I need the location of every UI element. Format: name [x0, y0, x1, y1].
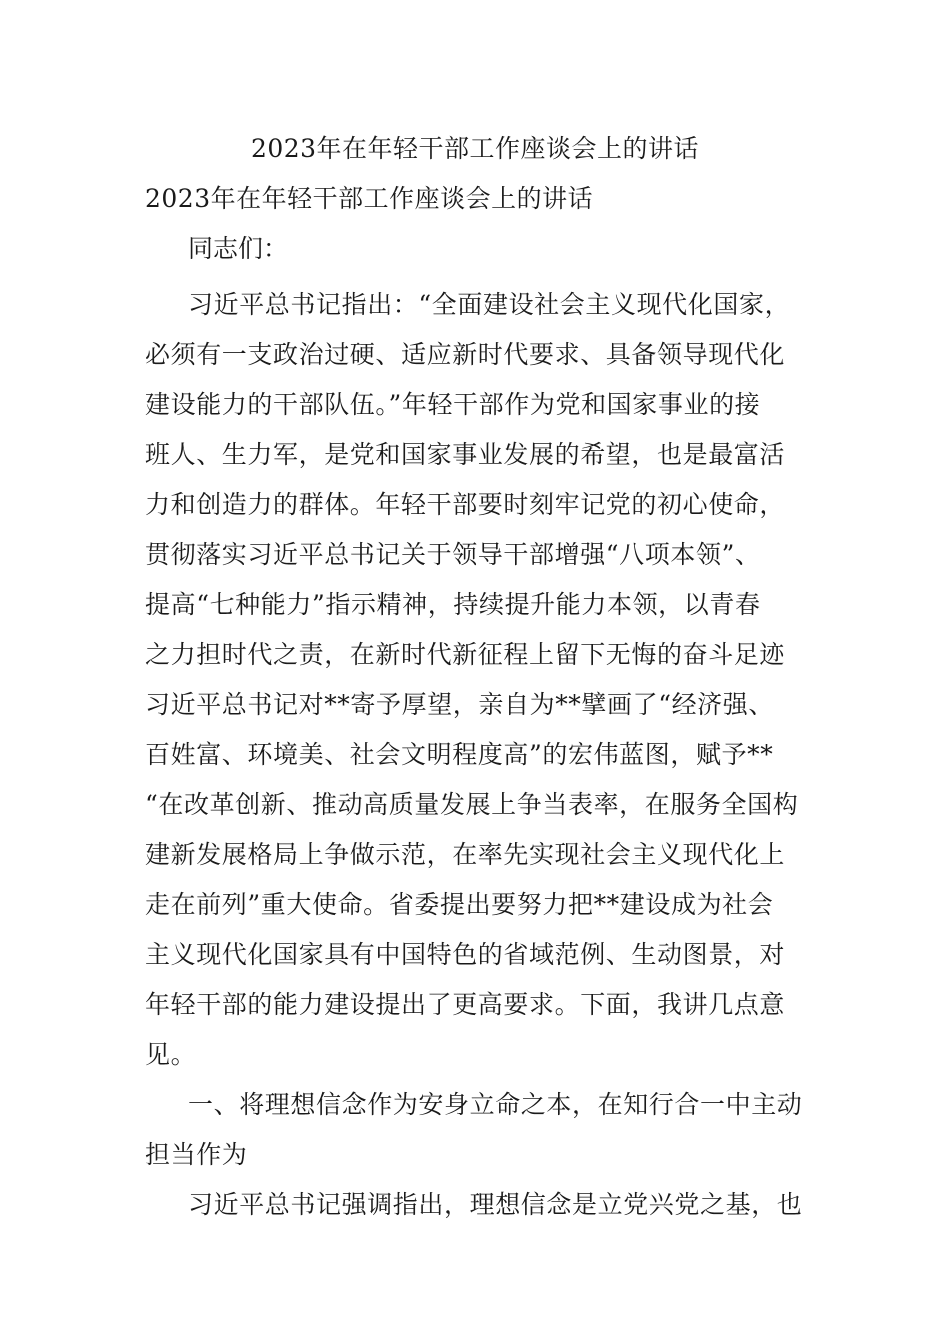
- document-title: 2023年在年轻干部工作座谈会上的讲话: [250, 134, 700, 163]
- body-line: 走在前列”重大使命。省委提出要努力把**建设成为社会: [145, 890, 774, 919]
- body-line: 必须有一支政治过硬、适应新时代要求、具备领导现代化: [145, 340, 786, 369]
- body-line: 年轻干部的能力建设提出了更高要求。下面，我讲几点意: [145, 990, 786, 1019]
- body-line: 习近平总书记对**寄予厚望，亲自为**擘画了“经济强、: [145, 690, 774, 719]
- body-line: 百姓富、环境美、社会文明程度高”的宏伟蓝图，赋予**: [145, 740, 774, 769]
- body-line: 班人、生力军，是党和国家事业发展的希望，也是最富活: [145, 440, 786, 469]
- body-line: 见。: [145, 1040, 197, 1069]
- body-line: 贯彻落实习近平总书记关于领导干部增强“八项本领”、: [145, 540, 761, 569]
- body-line: 之力担时代之责，在新时代新征程上留下无悔的奋斗足迹: [145, 640, 786, 669]
- body-line: 提高“七种能力”指示精神，持续提升能力本领，以青春: [145, 590, 761, 619]
- section-heading-line: 担当作为: [145, 1140, 248, 1169]
- body-text: [145, 280, 815, 1230]
- body-line: 建新发展格局上争做示范，在率先实现社会主义现代化上: [145, 840, 786, 869]
- body-line: 力和创造力的群体。年轻干部要时刻牢记党的初心使命，: [145, 490, 786, 519]
- body-line: 习近平总书记指出：“全面建设社会主义现代化国家，: [188, 290, 791, 319]
- body-line: “在改革创新、推动高质量发展上争当表率，在服务全国构: [145, 790, 799, 819]
- body-line: 主义现代化国家具有中国特色的省域范例、生动图景，对: [145, 940, 786, 969]
- greeting-line: 同志们：: [188, 234, 289, 263]
- body-line: 习近平总书记强调指出，理想信念是立党兴党之基，也: [188, 1190, 803, 1219]
- section-heading-line: 一、将理想信念作为安身立命之本，在知行合一中主动: [188, 1090, 803, 1119]
- document-subtitle: 2023年在年轻干部工作座谈会上的讲话: [145, 184, 594, 213]
- body-line: 建设能力的干部队伍。”年轻干部作为党和国家事业的接: [145, 390, 761, 419]
